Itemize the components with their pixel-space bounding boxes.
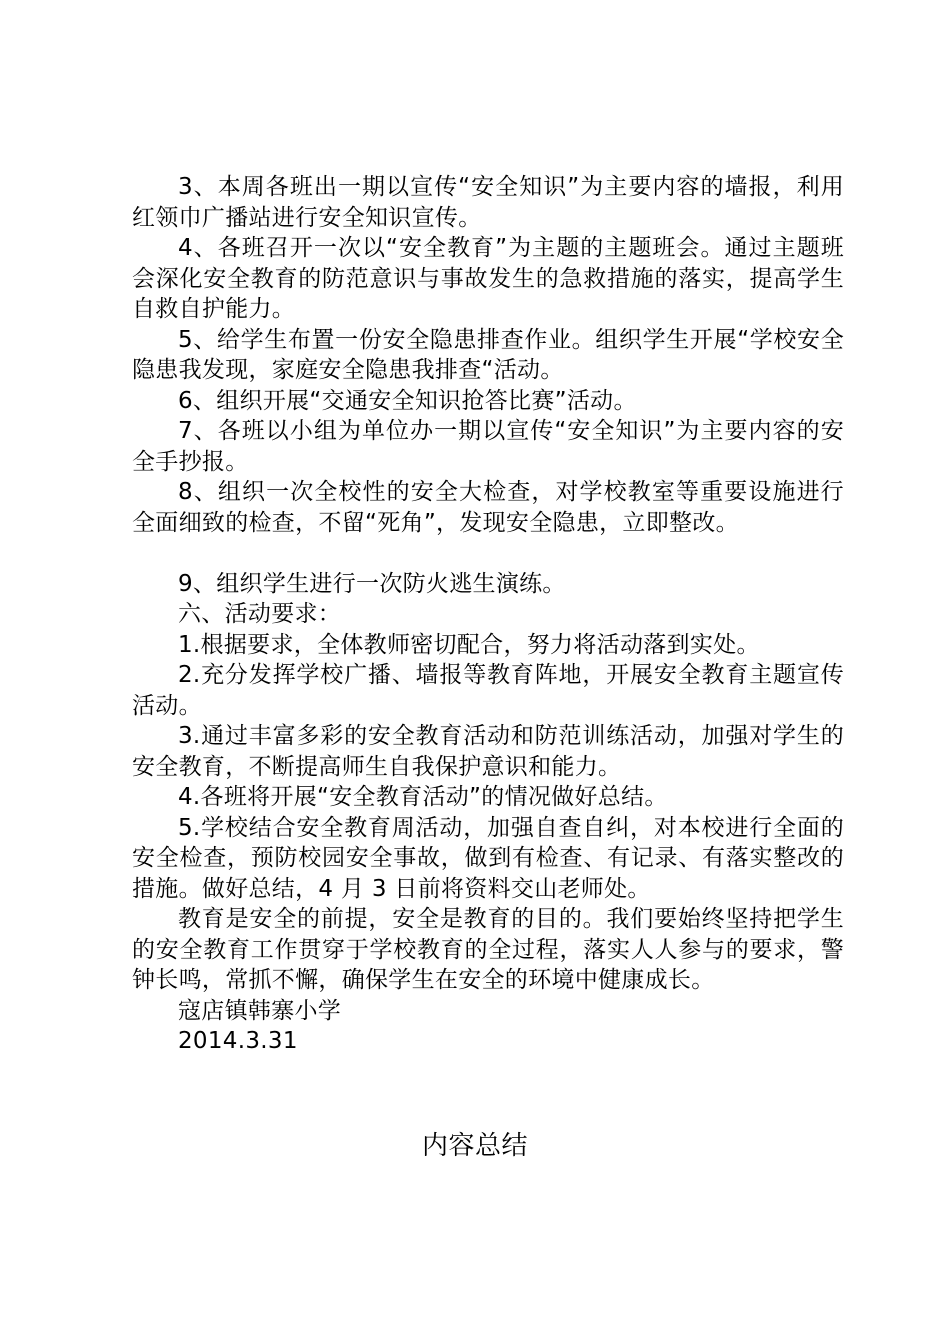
closing-paragraph: 教育是安全的前提，安全是教育的目的。我们要始终坚持把学生的安全教育工作贯穿于学校教育的全过程，落实人人参与的要求，警钟长鸣，常抓不懈，确保学生在安全的环境中健康成长。: [132, 906, 844, 993]
paragraph-item-8: 8、组织一次全校性的安全大检查，对学校教室等重要设施进行全面细致的检查，不留“死角”，发现安全隐患，立即整改。: [132, 479, 844, 536]
requirement-item-3: 3.通过丰富多彩的安全教育活动和防范训练活动，加强对学生的安全教育，不断提高师生自我保护意识和能力。: [132, 723, 844, 780]
requirement-item-1: 1.根据要求，全体教师密切配合，努力将活动落到实处。: [178, 631, 760, 658]
paragraph-item-9: 9、组织学生进行一次防火逃生演练。: [178, 570, 566, 597]
paragraph-item-6: 6、组织开展“交通安全知识抢答比赛”活动。: [178, 387, 637, 414]
document-body: [132, 172, 844, 1057]
section-heading-requirements: 六、活动要求：: [178, 601, 342, 627]
signature-block: [132, 996, 844, 1057]
paragraph-item-3: 3、本周各班出一期以宣传“安全知识”为主要内容的墙报，利用红领巾广播站进行安全知识宣传。: [132, 174, 844, 231]
paragraph-item-5: 5、给学生布置一份安全隐患排查作业。组织学生开展“学校安全隐患我发现，家庭安全隐患我排查“活动。: [132, 326, 844, 383]
paragraph-item-4: 4、各班召开一次以“安全教育”为主题的主题班会。通过主题班会深化安全教育的防范意识与事故发生的急救措施的落实，提高学生自救自护能力。: [132, 235, 844, 322]
requirement-item-5: 5.学校结合安全教育周活动，加强自查自纠，对本校进行全面的安全检查，预防校园安全事故，做到有检查、有记录、有落实整改的措施。做好总结，4 月 3 日前将资料交山老师处。: [132, 814, 844, 902]
paragraph-item-7: 7、各班以小组为单位办一期以宣传“安全知识”为主要内容的安全手抄报。: [132, 418, 844, 475]
signature-school: 寇店镇韩寨小学: [178, 997, 342, 1024]
requirement-item-2: 2.充分发挥学校广播、墙报等教育阵地，开展安全教育主题宣传活动。: [132, 662, 844, 719]
signature-date: 2014.3.31: [178, 1028, 298, 1054]
requirement-item-4: 4.各班将开展“安全教育活动”的情况做好总结。: [178, 784, 668, 810]
summary-title: 内容总结: [421, 1131, 528, 1161]
